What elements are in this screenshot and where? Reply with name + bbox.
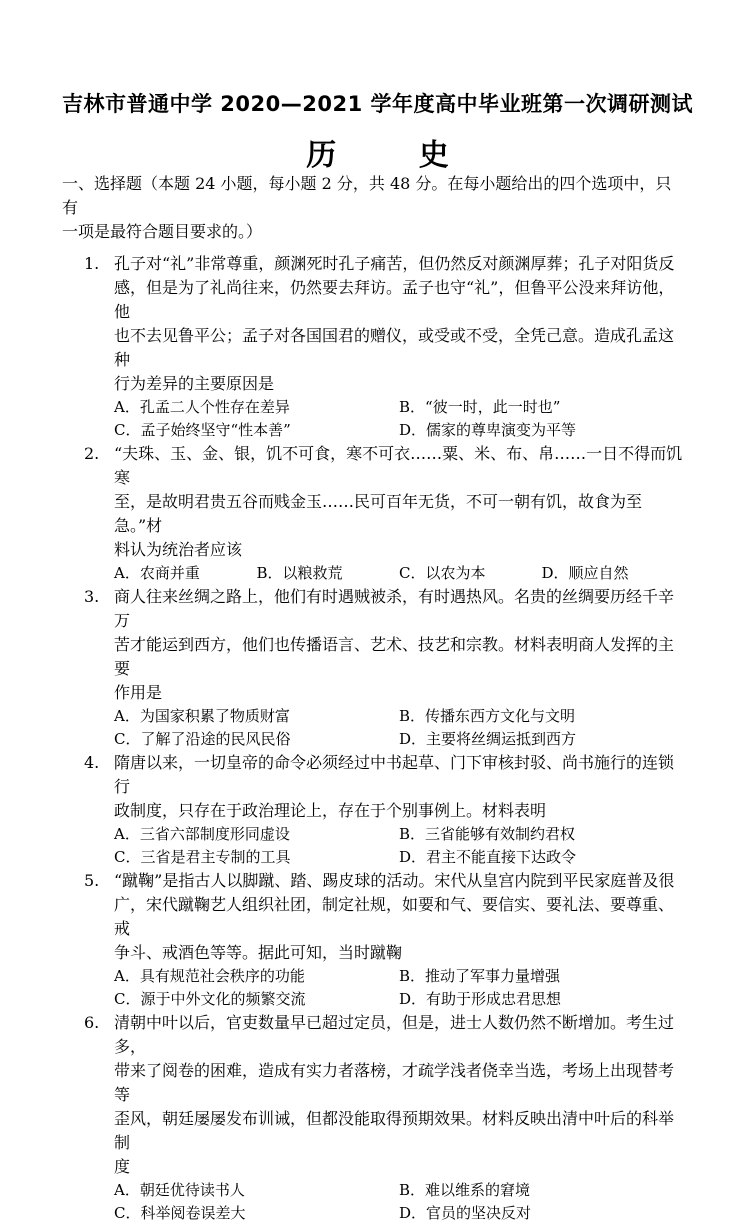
option-b: B．以粮救荒 <box>256 564 343 582</box>
question-line: 行为差异的主要原因是 <box>114 374 275 393</box>
instruction-line: 一项是最符合题目要求的。） <box>62 222 263 241</box>
question-line: 清朝中叶以后，官吏数量早已超过定员，但是，进士人数仍然不断增加。考生过多， <box>114 1013 675 1056</box>
question-line: 至，是故明君贵五谷而贱金玉……民可百年无货，不可一朝有饥，故食为至急。”材 <box>114 492 643 535</box>
question-number: 4. <box>84 753 100 772</box>
option-d: D．有助于形成忠君思想 <box>399 990 562 1008</box>
question-2 <box>84 442 684 585</box>
question-line: 政制度，只存在于政治理论上，存在于个别事例上。材料表明 <box>114 801 547 820</box>
option-c: C．以农为本 <box>399 564 486 582</box>
question-line: 孔子对“礼”非常尊重，颜渊死时孔子痛苦，但仍然反对颜渊厚葬；孔子对阳货反 <box>114 254 675 273</box>
option-d: D．顺应自然 <box>541 564 629 582</box>
option-c: C．源于中外文化的频繁交流 <box>114 990 306 1008</box>
option-d: D．官员的坚决反对 <box>399 1204 532 1222</box>
options <box>114 965 684 1011</box>
question-number: 3. <box>84 587 100 606</box>
question-line: 度 <box>114 1157 131 1176</box>
question-line: 争斗、戒酒色等等。据此可知，当时蹴鞠 <box>114 943 403 962</box>
section-instructions <box>62 172 684 244</box>
option-b: B．传播东西方文化与文明 <box>399 707 576 725</box>
option-c: C．了解了沿途的民风民俗 <box>114 730 291 748</box>
question-number: 5. <box>84 871 100 890</box>
option-a: A．孔孟二人个性存在差异 <box>114 398 290 416</box>
question-line: “夫珠、玉、金、银，饥不可食，寒不可衣……粟、米、布、帛……一日不得而饥寒 <box>114 444 683 487</box>
question-5 <box>84 869 684 1011</box>
option-b: B．推动了军事力量增强 <box>399 967 561 985</box>
question-4 <box>84 751 684 869</box>
option-c: C．孟子始终坚守“性本善” <box>114 421 291 439</box>
option-a: A．具有规范社会秩序的功能 <box>114 967 305 985</box>
options <box>114 705 684 751</box>
question-1 <box>84 252 684 442</box>
option-a: A．为国家积累了物质财富 <box>114 707 290 725</box>
options <box>114 1179 684 1225</box>
question-line: 歪风，朝廷屡屡发布训诫，但都没能取得预期效果。材料反映出清中叶后的科举制 <box>114 1109 675 1152</box>
option-a: A．朝廷优待读书人 <box>114 1181 245 1199</box>
subject-title: 历 史 <box>306 138 485 173</box>
question-3 <box>84 585 684 751</box>
question-line: 广，宋代蹴鞠艺人组织社团，制定社规，如要和气、要信实、要礼法、要尊重、戒 <box>114 895 675 938</box>
question-line: 感，但是为了礼尚往来，仍然要去拜访。孟子也守“礼”，但鲁平公没来拜访他，他 <box>114 278 675 321</box>
question-number: 2. <box>84 444 100 463</box>
options <box>114 396 684 442</box>
option-c: C．科举阅卷误差大 <box>114 1204 246 1222</box>
question-line: 也不去见鲁平公；孟子对各国国君的赠仪，或受或不受，全凭己意。造成孔孟这种 <box>114 326 675 369</box>
question-line: “蹴鞠”是指古人以脚蹴、踏、踢皮球的活动。宋代从皇宫内院到平民家庭普及很 <box>114 871 675 890</box>
option-d: D．君主不能直接下达政令 <box>399 848 577 866</box>
option-b: B．三省能够有效制约君权 <box>399 825 576 843</box>
instruction-line: 一、选择题（本题 24 小题，每小题 2 分，共 48 分。在每小题给出的四个选项中，只有 <box>62 174 672 217</box>
option-a: A．农商并重 <box>114 564 200 582</box>
question-line: 隋唐以来，一切皇帝的命令必须经过中书起草、门下审核封驳、尚书施行的连锁行 <box>114 753 675 796</box>
question-line: 商人往来丝绸之路上，他们有时遇贼被杀，有时遇热风。名贵的丝绸要历经千辛万 <box>114 587 675 630</box>
question-line: 带来了阅卷的困难，造成有实力者落榜，才疏学浅者侥幸当选，考场上出现替考等 <box>114 1061 675 1104</box>
options <box>114 823 684 869</box>
option-d: D．儒家的尊卑演变为平等 <box>399 421 577 439</box>
options <box>114 562 684 585</box>
option-d: D．主要将丝绸运抵到西方 <box>399 730 577 748</box>
option-a: A．三省六部制度形同虚设 <box>114 825 290 843</box>
question-line: 料认为统治者应该 <box>114 540 243 559</box>
question-6 <box>84 1011 684 1225</box>
option-c: C．三省是君主专制的工具 <box>114 848 291 866</box>
question-line: 作用是 <box>114 683 163 702</box>
question-number: 6. <box>84 1013 100 1032</box>
exam-title: 吉林市普通中学 2020—2021 学年度高中毕业班第一次调研测试 <box>61 92 693 116</box>
exam-content <box>62 172 684 1225</box>
option-b: B．“彼一时，此一时也” <box>399 398 561 416</box>
question-number: 1. <box>84 254 100 273</box>
option-b: B．难以维系的窘境 <box>399 1181 531 1199</box>
question-line: 苦才能运到西方，他们也传播语言、艺术、技艺和宗教。材料表明商人发挥的主要 <box>114 635 675 678</box>
